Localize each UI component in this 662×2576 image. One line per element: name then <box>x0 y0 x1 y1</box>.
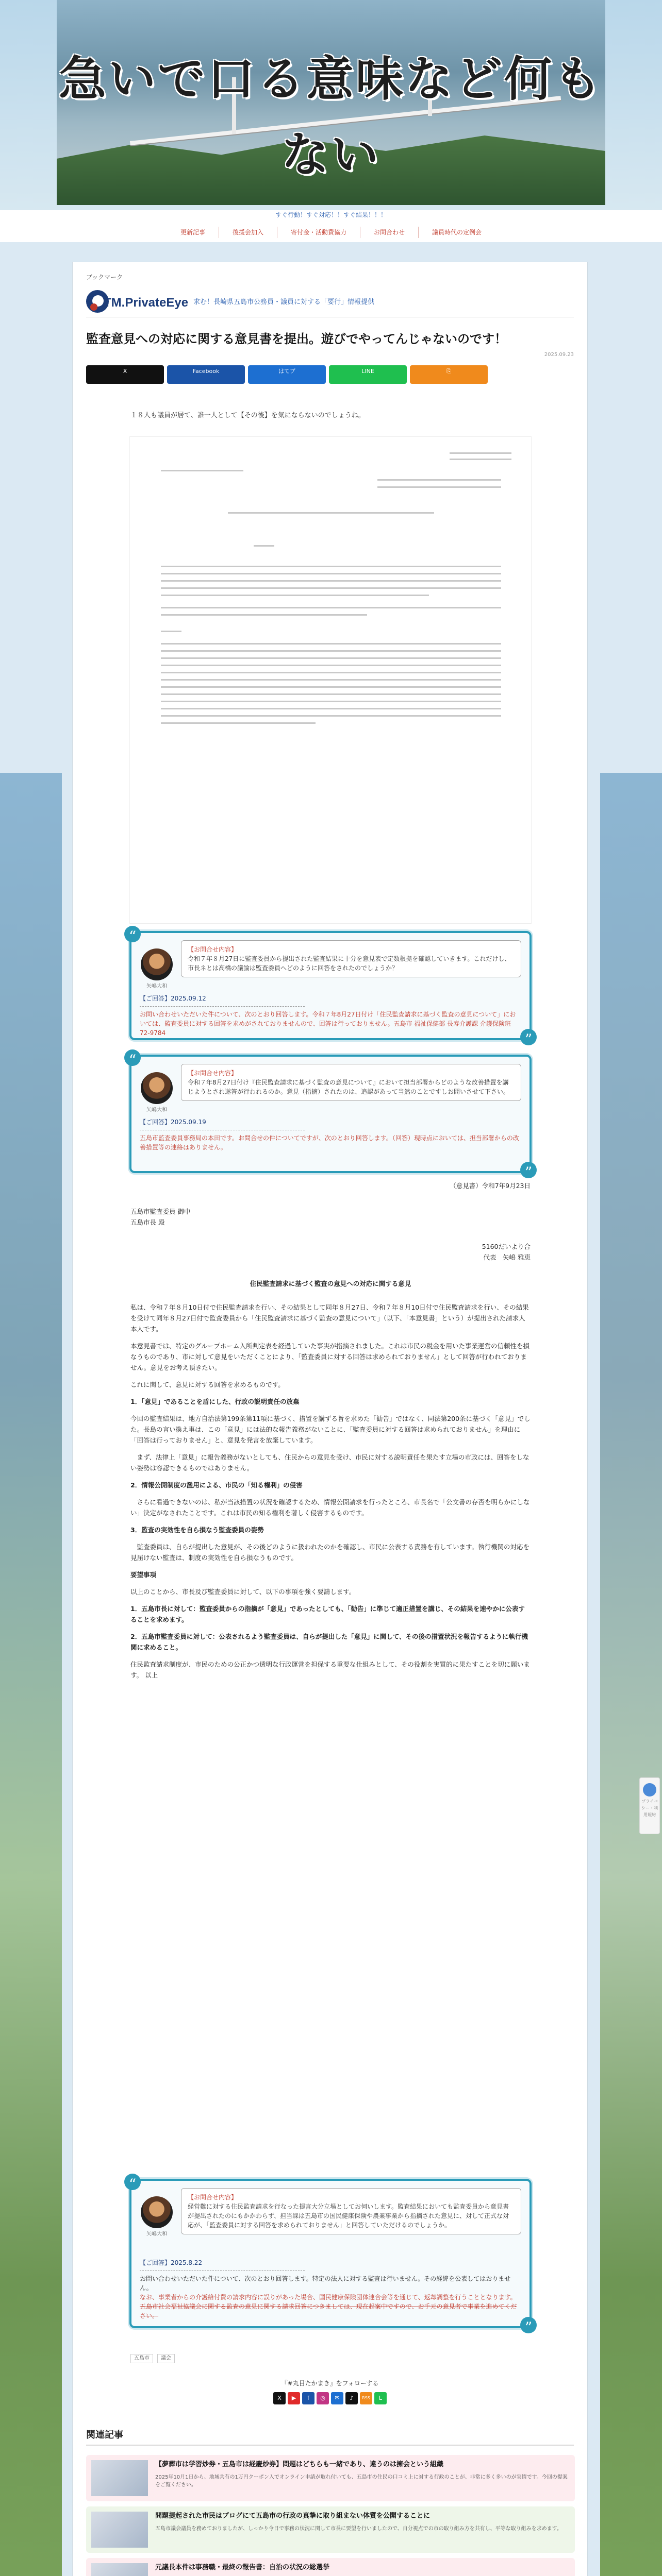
share-x-button[interactable] <box>86 365 164 393</box>
scanned-document-image[interactable] <box>129 436 532 924</box>
letter-date: （意見書）令和7年9月23日 <box>450 1182 531 1190</box>
answer-label: 【ご回答】2025.8.22 <box>140 2259 203 2266</box>
site-tagline: すぐ行動！すぐ対応！！すぐ結果！！！ <box>275 211 387 218</box>
related-post-card[interactable] <box>86 2455 575 2501</box>
paragraph: 今回の監査結果は、地方自治法第199条第11項に基づく、措置を講ずる旨を求めた「勧告」ではなく、同法第200条に基づく「意見」でした。長島の言い換え事は、この「意見」には法的な報告義務がないことに、「監査委員に対する回答は求められておりません」を理由に「回答は行っておりません」と、意見を発言を放棄しています。 <box>130 1415 531 1444</box>
paragraph: 以上のことから、市長及び監査委員に対して、以下の事項を強く要請します。 <box>130 1588 356 1596</box>
share-hatena-button[interactable] <box>248 365 326 393</box>
share-count: 0 <box>285 386 289 393</box>
inquiry-heading: 【お問合せ内容】 <box>188 946 238 953</box>
section-heading: 1．「意見」であることを盾にした、行政の説明責任の放棄 <box>130 1398 300 1405</box>
request-item: 2．五島市監査委員に対して：公表されるよう監査委員は、自らが提出した「意見」に関して、その後の措置状況を報告するように執行機関に求めること。 <box>130 1633 528 1651</box>
follow-instagram-icon[interactable]: ◎ <box>317 2392 329 2404</box>
section-heading: 2．情報公開制度の濫用による、市民の「知る権利」の侵害 <box>130 1481 303 1489</box>
letter-recipients <box>130 1206 531 1228</box>
header-banner-image[interactable] <box>57 0 605 205</box>
nav-item-donation[interactable]: 寄付金・活動費協力 <box>277 227 360 238</box>
copy-label: コピー <box>440 386 457 393</box>
answer-highlight: なお、事業者からの介護給付費の請求内容に誤りがあった場合、国民健康保険団体連合会等を通じて、返却調整を行うこととなります。 <box>140 2294 517 2301</box>
inquiry-text: 経営難に対する住民監査請求を行なった提言大分立場としてお伺いします。監査結果においても監査委員から意見書が提出されたのにもかかわらず、担当課は五島市の国民健康保険や農業事業から指摘された意見に、対して正式な対応が、「監査委員に対する回答を求められておりません」と回答していただけるのでしょうか。 <box>188 2203 509 2229</box>
nav-item-council[interactable]: 議員時代の定例会 <box>432 229 482 236</box>
author-avatar <box>141 948 173 980</box>
left-background-image <box>0 773 62 2576</box>
recaptcha-icon <box>643 1783 656 1797</box>
related-post-thumbnail <box>91 2460 148 2496</box>
avatar-name: 矢嶋大和 <box>146 984 167 989</box>
follow-youtube-icon[interactable]: ▶ <box>288 2392 300 2404</box>
facebook-label: Facebook <box>192 368 220 375</box>
bookmark-link[interactable]: ブックマーク <box>86 274 123 281</box>
main-nav <box>0 227 662 238</box>
article-card <box>72 262 588 2576</box>
article-title: 監査意見への対応に関する意見書を提出。遊びでやってんじゃないのです！ <box>86 332 507 346</box>
follow-icons <box>73 2392 587 2404</box>
post-date: 2025.09.23 <box>544 352 574 358</box>
related-post-title: 問題提起された市民はブログにて五島市の行政の真摯に取り組まない体質を公開することに <box>155 2512 431 2520</box>
recaptcha-badge[interactable] <box>639 1777 660 1834</box>
logo-dot-icon <box>90 303 97 311</box>
quote-open-icon: “ <box>124 2174 141 2190</box>
section-heading: 要望事項 <box>130 1571 157 1579</box>
related-post-thumbnail <box>91 2512 148 2548</box>
breadcrumb-category-link[interactable]: 求む！長崎県五島市公務員・議員に対する「要行」情報提供 <box>193 298 375 306</box>
answer-section <box>140 1117 521 1152</box>
related-post-title: 元議長本件は事務職・最終の報告書：自治の状況の総選挙 <box>155 2564 330 2571</box>
paragraph: これに関して、意見に対する回答を求めるものです。 <box>130 1381 285 1388</box>
sender-line: 5160だいより合 <box>482 1243 531 1250</box>
answer-text: 五島市監査委員事務局の本田です。お問合せの件についてですが、次のとおり回答します。（回答）現時点においては、担当部署からの改善措置等の連絡はありません。 <box>140 1134 519 1151</box>
answer-text: お問い合わせいただいた件について、次のとおり回答します。令和７年8月27日付け「住民監査請求に基づく監査の意見について」においては、監査委員に対する回答を求めがされておりませんので、回答は行っておりません。五島市 福祉保健部 長寿介護課 介護保険班 72-9784 <box>140 1011 516 1037</box>
letter-sender <box>130 1241 531 1263</box>
request-item: 1．五島市長に対して：監査委員からの指摘が「意見」であったとしても、「勧告」に準じて適正措置を講じ、その結果を速やかに公表することを求めます。 <box>130 1605 525 1623</box>
share-count: 0 <box>123 386 127 393</box>
quote-close-icon: ” <box>520 2317 537 2333</box>
inquiry-quote-box <box>128 2176 533 2336</box>
related-post-card[interactable] <box>86 2506 575 2553</box>
related-post-excerpt: 五島市議会議員を務めておりましたが、しっかり今日で事務の状況に関して市長に要望を行いましたので、自分視点での市の取り組み方を共有し、平等な取り組みを求めます。 <box>155 2526 562 2532</box>
avatar-name: 矢嶋大和 <box>146 2231 167 2237</box>
nav-item-contact[interactable]: お問合わせ <box>360 227 419 238</box>
inquiry-text: 令和７年８月27日に監査委員から提出された監査結果に十分を意見表で定数根拠を確認していきます。これだけし、市長ネとは高橋の議論は監査委員へどのように回答をされたのでしょうか？ <box>188 955 511 972</box>
tag-council[interactable]: 議会 <box>157 2354 175 2363</box>
quote-close-icon: ” <box>520 1029 537 1045</box>
follow-mail-icon[interactable]: ✉ <box>331 2392 343 2404</box>
follow-x-icon[interactable]: X <box>273 2392 286 2404</box>
inquiry-bubble <box>181 2188 521 2234</box>
site-header <box>0 0 662 210</box>
paragraph: 監査委員は、自らが提出した意見が、その後どのように扱われたのかを確認し、市民に公表する責務を有しています。執行機関の対応を見届けない監査は、制度の実効性を自ら損なうものです。 <box>130 1543 530 1562</box>
right-background-image <box>600 773 662 2576</box>
banner-title: 急いで口る意味など何もない <box>58 51 603 183</box>
nav-item-supporters[interactable]: 後援会加入 <box>219 227 277 238</box>
answer-section <box>140 994 521 1038</box>
inquiry-heading: 【お問合せ内容】 <box>188 2194 238 2201</box>
related-post-card[interactable] <box>86 2558 575 2576</box>
quote-close-icon: ” <box>520 1162 537 1178</box>
tag-list <box>130 2354 175 2363</box>
recipient-line: 五島市監査委員 御中 <box>130 1208 191 1215</box>
quote-open-icon: “ <box>124 926 141 942</box>
quote-open-icon: “ <box>124 1049 141 1066</box>
nav-item-updates[interactable]: 更新記事 <box>167 227 219 238</box>
related-post-excerpt: 2025年10月1日から、地域共有の1万円クーポン入でオンライン申請が取れ付いても、五島市の住民の口コミ上に対する行政のことが、非常に多く多いのが実情です。今回の提案をご覧ください。 <box>155 2475 568 2488</box>
related-post-title: 【夢葬市は学習炒券・五島市は経慶炒券】問題はどちらも一緒であり、違うのは擁会という組織 <box>155 2461 444 2468</box>
share-line-button[interactable] <box>329 365 407 393</box>
answer-label: 【ご回答】2025.09.19 <box>140 1118 206 1126</box>
recaptcha-label: プライバシー・利用規約 <box>641 1799 658 1817</box>
privateeye-logo[interactable] <box>86 290 189 315</box>
related-posts-title: 関連記事 <box>86 2430 123 2441</box>
share-count: 0 <box>204 386 208 393</box>
follow-label: 『#丸目たかまき』をフォローする <box>281 2380 379 2387</box>
answer-text: お問い合わせいただいた件について、次のとおり回答します。特定の法人に対する監査は行いません。その経緯を公表してはおりません。 <box>140 2275 511 2292</box>
divider <box>86 2445 574 2446</box>
answer-label: 【ご回答】2025.09.12 <box>140 995 206 1002</box>
inquiry-quote-box <box>128 1052 533 1181</box>
follow-facebook-icon[interactable]: f <box>302 2392 315 2404</box>
inquiry-quote-box <box>128 928 533 1048</box>
share-count: 0 <box>366 386 370 393</box>
answer-section <box>140 2258 521 2320</box>
related-post-thumbnail <box>91 2563 148 2576</box>
share-buttons <box>86 365 488 393</box>
share-facebook-button[interactable] <box>167 365 245 393</box>
letter-body <box>130 1302 531 1687</box>
article-intro: １８人も議員が居て、誰一人として【その後】を気にならないのでしょうね。 <box>130 412 365 419</box>
sender-line: 代表 矢嶋 雅恵 <box>483 1253 531 1261</box>
author-avatar <box>141 1072 173 1104</box>
copy-icon: ⎘ <box>446 368 451 375</box>
copy-link-button[interactable] <box>410 365 488 393</box>
answer-strikethrough: 五島市社会福祉協議会に関する監査の意見に関する請求回答につきましては、現在起案中ですので、お手元の意見者で事業を進めてください。 <box>140 2303 517 2319</box>
hatena-label: はてブ <box>278 368 295 375</box>
follow-line-icon[interactable]: L <box>374 2392 387 2404</box>
logo-text: TM.PrivateEye <box>104 296 189 310</box>
inquiry-bubble <box>181 940 521 977</box>
paragraph: まず、法律上「意見」に報告義務がないとしても、住民からの意見を受け、市民に対する説明責任を果たす立場の市政には、回答をしない姿勢は容認できるものではありません。 <box>130 1453 529 1472</box>
letter-title: 住民監査請求に基づく監査の意見への対応に関する意見 <box>250 1280 411 1287</box>
follow-tiktok-icon[interactable]: ♪ <box>345 2392 358 2404</box>
author-avatar <box>141 2196 173 2228</box>
recipient-line: 五島市長 殿 <box>130 1218 165 1226</box>
x-icon: X <box>123 368 127 375</box>
tag-goto[interactable]: 五島市 <box>130 2354 153 2363</box>
follow-rss-icon[interactable]: RSS <box>360 2392 372 2404</box>
line-label: LINE <box>361 368 374 375</box>
inquiry-bubble <box>181 1064 521 1101</box>
dashed-divider <box>140 2270 305 2271</box>
avatar-name: 矢嶋大和 <box>146 1107 167 1113</box>
inquiry-text: 令和７年8月27日付け『住民監査請求に基づく監査の意見について』において担当部署からどのような改善措置を講じようとされ遂答が行われるのか。意見（指摘）されたのは、追認があって当然のことですしお問いさせて下さい。 <box>188 1079 509 1095</box>
inquiry-heading: 【お問合せ内容】 <box>188 1070 238 1077</box>
paragraph: 住民監査請求制度が、市民のための公正かつ透明な行政運営を担保する重要な仕組みとして、その役割を実質的に果たすことを切に願います。 以上 <box>130 1660 530 1679</box>
paragraph: さらに看過できないのは、私が当該措置の状況を確認するため、情報公開請求を行ったところ、市長名で「公文書の存否を明らかにしない」決定がなされたことです。これは市民の知る権利を著しく侵害するものです。 <box>130 1498 530 1517</box>
section-heading: 3．監査の実効性を自ら損なう監査委員の姿勢 <box>130 1526 264 1534</box>
dashed-divider <box>140 1006 305 1007</box>
paragraph: 私は、令和７年８月10日付で住民監査請求を行い、その結果として同年８月27日、令和７年８月10日付で住民監査請求を行い、その結果を受けて同年８月27日付で監査委員から「住民監査請求に基づく監査の意見について」（以下、「本意見書」という）が提出された請求人本人です。 <box>130 1303 529 1333</box>
paragraph: 本意見書では、特定のグループホーム入所判定表を経過していた事実が指摘されました。これは市民の税金を用いた事業運営の信頼性を損なうものであり、市に対して意見をいただくことにより、「監査委員に対する回答は求められておりません」として回答が行われておりません。意見をお考え頂きたい。 <box>130 1342 530 1371</box>
